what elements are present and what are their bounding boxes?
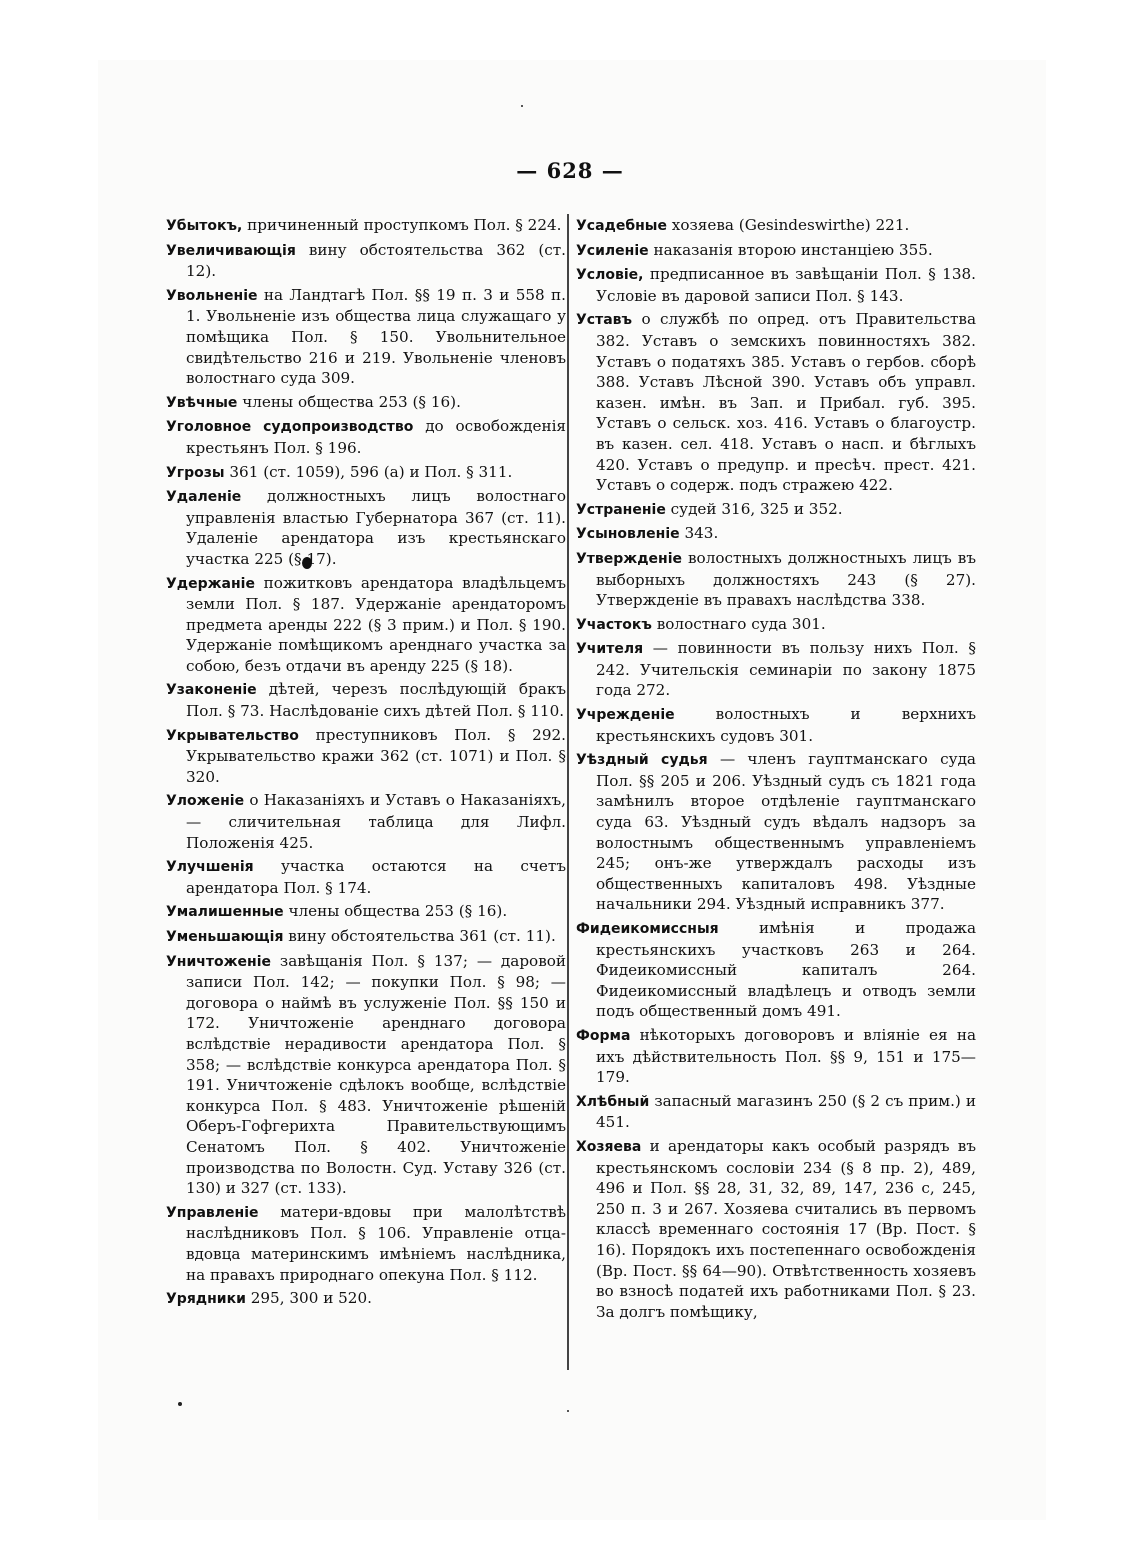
entry-headword: Участокъ	[576, 616, 652, 633]
index-entry	[166, 951, 566, 1199]
entry-headword: Угрозы	[166, 464, 225, 481]
page-number: — 628 —	[516, 158, 624, 183]
index-entry	[576, 1025, 976, 1088]
entry-headword: Урядники	[166, 1291, 246, 1308]
entry-text: до освобожденія крестьянъ Пол. § 196.	[186, 417, 567, 457]
entry-headword: Управленіе	[166, 1204, 259, 1221]
entry-text: волостныхъ должностныхъ лицъ въ выборныхъ должностяхъ 243 (§ 27). Утвержденіе въ правахъ наслѣдства 338.	[596, 548, 976, 610]
index-entry	[166, 1288, 566, 1310]
entry-text: нѣкоторыхъ договоровъ и вліяніе ея на ихъ дѣйствительность Пол. §§ 9, 151 и 175—179.	[596, 1025, 977, 1087]
entry-text: судей 316, 325 и 352.	[670, 499, 843, 518]
index-entry	[576, 499, 976, 521]
entry-headword: Узаконеніе	[166, 682, 257, 699]
index-entry	[166, 240, 566, 282]
entry-text: хозяева (Gesindeswirthe) 221.	[671, 216, 910, 234]
entry-headword: Хлѣбный	[576, 1093, 650, 1110]
right-column	[576, 215, 976, 1325]
index-entry	[166, 573, 566, 677]
index-entry	[576, 704, 976, 746]
index-entry	[166, 856, 566, 898]
entry-text: на Ландтагѣ Пол. §§ 19 п. 3 и 558 п. 1. Увольненіе изъ общества лица служащаго у помѣщика Пол. § 150. Увольнительное свидѣтельство 216 и 219. Увольненіе членовъ волостнаго суда 309.	[186, 285, 567, 388]
entry-headword: Уничтоженіе	[166, 953, 272, 970]
dust-speck	[178, 1402, 182, 1406]
index-entry	[166, 1202, 566, 1285]
entry-text: 361 (ст. 1059), 596 (а) и Пол. § 311.	[229, 462, 513, 481]
index-entry	[166, 285, 566, 389]
entry-text: запасный магазинъ 250 (§ 2 съ прим.) и 451.	[596, 1091, 977, 1132]
index-entry	[576, 523, 976, 545]
entry-headword: Утвержденіе	[576, 550, 682, 567]
index-entry	[576, 638, 976, 701]
entry-headword: Увольненіе	[166, 287, 258, 304]
entry-headword: Улучшенія	[166, 859, 254, 876]
entry-text: пожитковъ арендатора владѣльцемъ земли Пол. § 187. Удержаніе арендаторомъ предмета аренды 222 (§ 3 прим.) и Пол. § 190. Удержаніе помѣщикомъ аренднаго участка за собою, безъ отдачи въ аренду 225 (§ 18).	[186, 573, 567, 675]
entry-text: 295, 300 и 520.	[250, 1289, 372, 1308]
entry-headword: Учителя	[576, 641, 644, 658]
index-entry	[166, 416, 566, 458]
index-entry	[576, 749, 976, 915]
index-entry	[576, 264, 976, 306]
entry-text: волостныхъ и верхнихъ крестьянскихъ судовъ 301.	[596, 705, 976, 745]
entry-text: члены общества 253 (§ 16).	[242, 392, 461, 411]
index-entry	[576, 548, 976, 611]
entry-headword: Уменьшающія	[166, 929, 284, 945]
left-column	[166, 215, 566, 1313]
entry-headword: Форма	[576, 1027, 631, 1044]
entry-headword: Увеличивающія	[166, 242, 296, 259]
entry-headword: Умалишенные	[166, 904, 284, 921]
dust-speck	[567, 1410, 569, 1412]
entry-text: завѣщанія Пол. § 137; — даровой записи Пол. 142; — покупки Пол. § 98; — договора о наймѣ въ услуженіе Пол. §§ 150 и 172. Уничтоженіе аренднаго договора вслѣдствіе нерадивости арендатора Пол. § 358; — вслѣдствіе конкурса арендатора Пол. § 191. Уничтоженіе сдѣлокъ вообще, вслѣдствіе конкурса Пол. § 483. Уничтоженіе рѣшеній Оберъ-Гофгерихта Правительствующимъ Сенатомъ Пол. § 402. Уничтоженіе производства по Волостн. Суд. Уставу 326 (ст. 130) и 327 (ст. 133).	[186, 951, 567, 1198]
index-entry	[166, 725, 566, 788]
entry-text: волостнаго суда 301.	[656, 614, 826, 633]
entry-text: о службѣ по опред. отъ Правительства 382. Уставъ о земскихъ повинностяхъ 382. Уставъ о податяхъ 385. Уставъ о гербов. сборѣ 388. Уставъ Лѣсной 390. Уставъ объ управл. казен. имѣн. въ Зап. и Прибал. губ. 395. Уставъ о сельск. хоз. 416. Уставъ о благоустр. въ казен. сел. 418. Уставъ о насп. и бѣглыхъ 420. Уставъ о предупр. и пресѣч. прест. 421. Уставъ о содерж. подъ стражею 422.	[596, 310, 976, 495]
entry-text: участка остаются на счетъ арендатора Пол. § 174.	[186, 857, 566, 897]
index-entry	[166, 462, 566, 484]
index-entry	[576, 240, 976, 262]
entry-text: о Наказаніяхъ и Уставъ о Наказаніяхъ, — сличительная таблица для Лифл. Положенія 425.	[186, 791, 566, 852]
entry-headword: Усыновленіе	[576, 526, 680, 543]
column-divider	[567, 214, 569, 1370]
entry-text: 343.	[684, 524, 719, 543]
entry-text: матери-вдовы при малолѣтствѣ наслѣдниковъ Пол. § 106. Управленіе отца-вдовца материнскимъ имѣніемъ наслѣдника, на правахъ природнаго опекуна Пол. § 112.	[186, 1202, 566, 1284]
index-entry	[576, 215, 976, 237]
index-entry	[166, 392, 566, 414]
index-entry	[166, 901, 566, 923]
entry-headword: Хозяева	[576, 1138, 642, 1155]
entry-text: — повинности въ пользу нихъ Пол. § 242. Учительскія семинаріи по закону 1875 года 272.	[596, 639, 977, 700]
entry-headword: Условіе,	[576, 267, 644, 284]
index-entry	[166, 926, 566, 948]
entry-headword: Уголовное судопроизводство	[166, 419, 414, 436]
entry-headword: Увѣчные	[166, 394, 238, 411]
index-entry	[166, 790, 566, 853]
entry-headword: Удаленіе	[166, 489, 242, 506]
entry-headword: Устраненіе	[576, 501, 666, 518]
entry-text: наказанія второю инстанціею 355.	[653, 240, 933, 259]
entry-text: преступниковъ Пол. § 292. Укрывательство кражи 362 (ст. 1071) и Пол. § 320.	[186, 725, 566, 786]
entry-text: должностныхъ лицъ волостнаго управленія властью Губернатора 367 (ст. 11). Удаленіе арендатора изъ крестьянскаго участка 225 (§ 17).	[186, 487, 566, 568]
entry-text: предписанное въ завѣщаніи Пол. § 138. Условіе въ даровой записи Пол. § 143.	[596, 265, 976, 305]
entry-headword: Удержаніе	[166, 575, 255, 592]
entry-headword: Уложеніе	[166, 793, 245, 810]
entry-text: и арендаторы какъ особый разрядъ въ крестьянскомъ сословіи 234 (§ 8 пр. 2), 489, 496 и Пол. §§ 28, 31, 32, 89, 147, 236 с, 245, 250 п. 3 и 267. Хозяева считались въ первомъ классѣ временнаго состоянія 17 (Вр. Пост. § 16). Порядокъ ихъ постепеннаго освобожденія (Вр. Пост. §§ 64—90). Отвѣтственность хозяевъ во взносѣ податей ихъ работниками Пол. § 23. За долгъ помѣщику,	[596, 1136, 976, 1321]
entry-headword: Учрежденіе	[576, 707, 675, 724]
index-entry	[166, 215, 566, 237]
entry-headword: Убытокъ,	[166, 218, 243, 234]
entry-headword: Уѣздный судья	[576, 752, 708, 769]
entry-headword: Усиленіе	[576, 242, 649, 259]
entry-headword: Укрывательство	[166, 727, 299, 744]
entry-text: вину обстоятельства 362 (ст. 12).	[186, 240, 566, 281]
index-entry	[166, 679, 566, 721]
entry-headword: Фидеикомиссныя	[576, 921, 719, 937]
index-entry	[576, 918, 976, 1022]
index-entry	[576, 1091, 976, 1133]
entry-text: вину обстоятельства 361 (ст. 11).	[288, 927, 556, 945]
index-entry	[576, 309, 976, 495]
index-entry	[576, 1136, 976, 1322]
index-entry	[576, 614, 976, 636]
entry-text: — членъ гауптманскаго суда Пол. §§ 205 и 206. Уѣздный судъ съ 1821 года замѣнилъ второе отдѣленіе гауптманскаго суда 63. Уѣздный судъ вѣдалъ надзоръ за волостнымъ общественнымъ управленіемъ 245; онъ-же утверждалъ расходы изъ общественныхъ капиталовъ 498. Уѣздные начальники 294. Уѣздный исправникъ 377.	[596, 750, 976, 914]
index-entry	[166, 486, 566, 569]
entry-text: дѣтей, черезъ послѣдующій бракъ Пол. § 73. Наслѣдованіе сихъ дѣтей Пол. § 110.	[186, 680, 566, 721]
entry-headword: Усадебные	[576, 218, 667, 234]
entry-text: причиненный проступкомъ Пол. § 224.	[247, 216, 562, 234]
entry-text: имѣнія и продажа крестьянскихъ участковъ 263 и 264. Фидеикомиссный капиталъ 264. Фидеикомиссный владѣлецъ и отводъ земли подъ общественный домъ 491.	[596, 919, 977, 1021]
entry-headword: Уставъ	[576, 312, 633, 329]
entry-text: члены общества 253 (§ 16).	[288, 902, 508, 921]
dust-speck	[521, 105, 523, 107]
